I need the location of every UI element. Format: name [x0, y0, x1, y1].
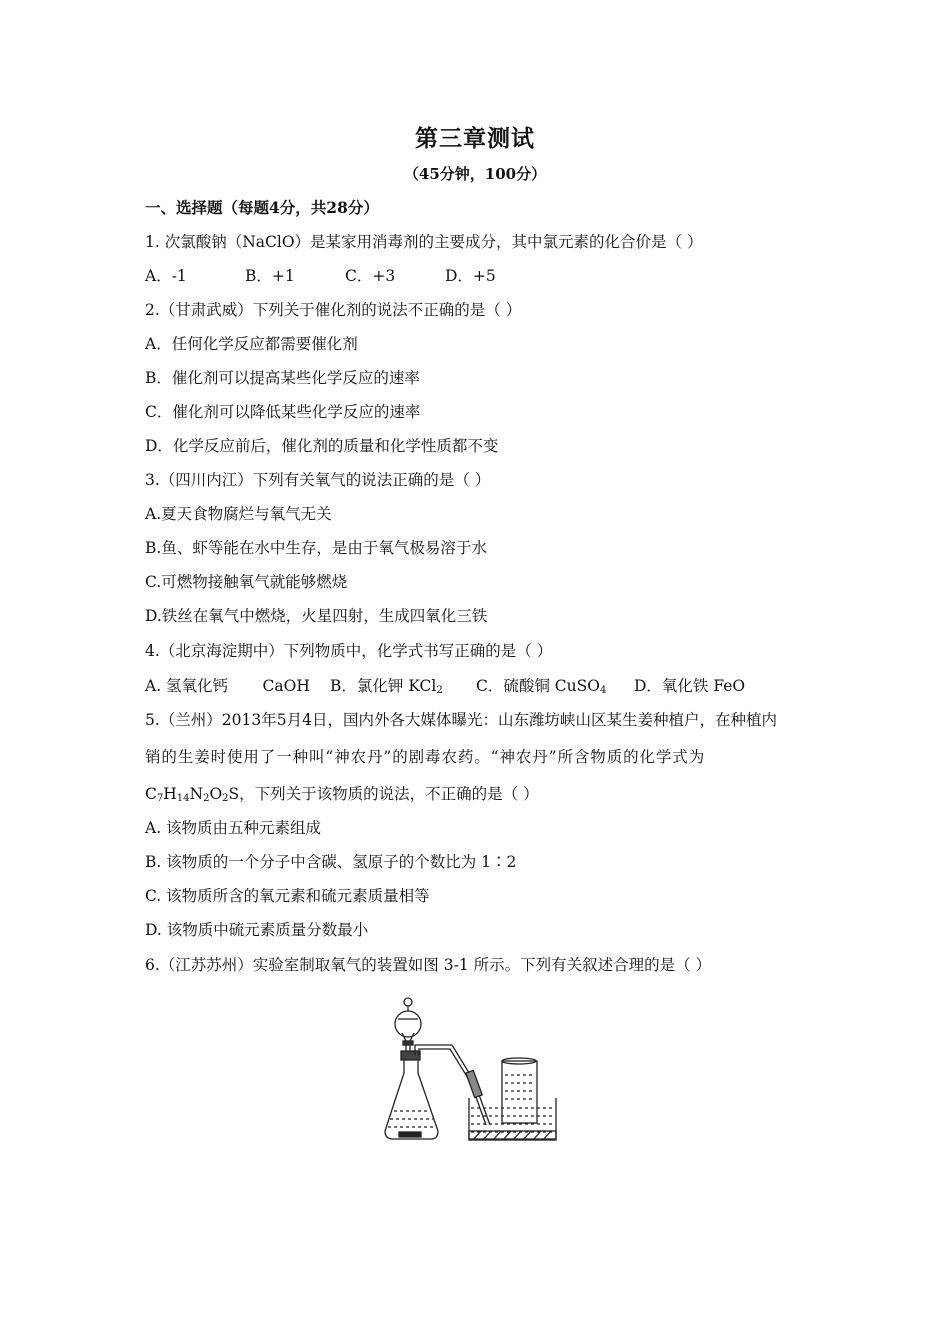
- q4-option-a: A. 氢氧化钙 CaOH: [145, 677, 310, 695]
- q5-stem-line2: 销的生姜时使用了一种叫“神农丹”的剧毒农药。“神农丹”所含物质的化学式为: [145, 748, 706, 766]
- q3-option-a: A.夏天食物腐烂与氧气无关: [145, 505, 332, 523]
- page-title: 第三章测试: [415, 125, 535, 152]
- q2-option-a: A．任何化学反应都需要催化剂: [145, 335, 358, 353]
- q1-option-a: A．-1: [145, 267, 187, 285]
- q4-option-c-text: C．硫酸铜 CuSO: [476, 677, 600, 695]
- q5-stem-line3: [145, 784, 539, 804]
- q3-option-b: B.鱼、虾等能在水中生存，是由于氧气极易溶于水: [145, 539, 487, 557]
- q1-options: [145, 266, 496, 286]
- q5-stem-line3-rest: ，下列关于该物质的说法，不正确的是（ ）: [239, 785, 539, 803]
- q4-option-b-text: B．氯化钾 KCl: [330, 677, 437, 695]
- q3-option-d: D.铁丝在氧气中燃烧，火星四射，生成四氧化三铁: [145, 607, 488, 625]
- q2-option-c: C．催化剂可以降低某些化学反应的速率: [145, 403, 421, 421]
- q2-stem: 2.（甘肃武威）下列关于催化剂的说法不正确的是（ ）: [145, 301, 522, 319]
- q5-option-a: A. 该物质由五种元素组成: [145, 819, 322, 837]
- q4-stem: 4.（北京海淀期中）下列物质中，化学式书写正确的是（ ）: [145, 642, 553, 660]
- q5-option-c: C. 该物质所含的氧元素和硫元素质量相等: [145, 887, 430, 905]
- q5-stem-line1: 5.（兰州）2013年5月4日，国内外各大媒体曝光：山东潍坊峡山区某生姜种植户，在种植内: [145, 711, 777, 729]
- q2-option-d: D．化学反应前后，催化剂的质量和化学性质都不变: [145, 437, 499, 455]
- q4-option-b-sub: 2: [436, 685, 443, 696]
- formula: $C_7H_{14}N_2O_2S$: [145, 785, 240, 804]
- apparatus-figure: [378, 993, 558, 1143]
- q1-stem: 1. 次氯酸钠（NaClO）是某家用消毒剂的主要成分，其中氯元素的化合价是（ ）: [145, 233, 703, 251]
- q1-option-c: C．+3: [345, 267, 396, 285]
- section-heading: 一、选择题（每题4分，共28分）: [145, 198, 379, 217]
- q4-option-b: [330, 676, 476, 696]
- q3-option-c: C.可燃物接触氧气就能够燃烧: [145, 573, 348, 591]
- q4-option-c: [476, 676, 634, 696]
- q5-option-d: D. 该物质中硫元素质量分数最小: [145, 921, 369, 939]
- q1-option-b: B．+1: [245, 267, 295, 285]
- q2-option-b: B．催化剂可以提高某些化学反应的速率: [145, 369, 420, 387]
- q6-stem: 6.（江苏苏州）实验室制取氧气的装置如图 3-1 所示。下列有关叙述合理的是（ ）: [145, 956, 712, 974]
- q5-option-b: B. 该物质的一个分子中含碳、氢原子的个数比为 1∶2: [145, 853, 517, 871]
- q3-stem: 3.（四川内江）下列有关氧气的说法正确的是（ ）: [145, 471, 491, 489]
- q4-options: [145, 676, 745, 696]
- page-subtitle: （45分钟，100分）: [403, 165, 547, 183]
- q1-option-d: D．+5: [445, 267, 496, 285]
- q4-option-d: D．氧化铁 FeO: [634, 677, 746, 695]
- q4-option-c-sub: 4: [599, 685, 607, 696]
